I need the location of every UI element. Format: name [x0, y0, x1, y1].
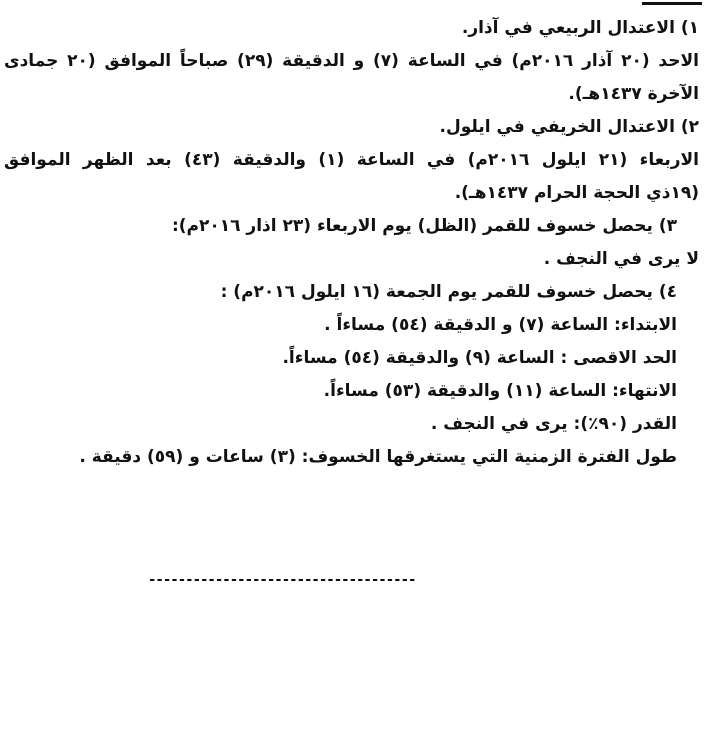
eclipse-end-time: الانتهاء: الساعة (١١) والدقيقة (٥٣) مساءاً.: [323, 381, 677, 401]
heading-autumn-equinox: ٢) الاعتدال الخريفي في ايلول.: [439, 117, 699, 137]
eclipse-maximum-time: الحد الاقصى : الساعة (٩) والدقيقة (٥٤) مساءاً.: [282, 348, 677, 368]
autumn-equinox-date-line-1: الاربعاء (٢١ ايلول ٢٠١٦م) في الساعة (١) والدقيقة (٤٣) بعد الظهر الموافق: [4, 150, 699, 170]
autumn-equinox-date-line-2: (١٩ذي الحجة الحرام ١٤٣٧هـ).: [454, 183, 699, 203]
spring-equinox-date-line-2: الآخرة ١٤٣٧هـ).: [568, 84, 699, 104]
heading-lunar-eclipse: ٤) يحصل خسوف للقمر يوم الجمعة (١٦ ايلول ٢٠١٦م) :: [220, 282, 677, 302]
spring-equinox-date-line-1: الاحد (٢٠ آذار ٢٠١٦م) في الساعة (٧) و الدقيقة (٢٩) صباحاً الموافق (٢٠ جمادى: [4, 51, 699, 71]
heading-spring-equinox: ١) الاعتدال الربيعي في آذار.: [461, 18, 699, 38]
eclipse-start-time: الابتداء: الساعة (٧) و الدقيقة (٥٤) مساءاً .: [324, 315, 677, 335]
eclipse-duration: طول الفترة الزمنية التي يستغرقها الخسوف: (٣) ساعات و (٥٩) دقيقة .: [79, 447, 677, 467]
heading-penumbral-eclipse: ٣) يحصل خسوف للقمر (الظل) يوم الاربعاء (٢٣ اذار ٢٠١٦م):: [171, 216, 677, 236]
penumbral-eclipse-visibility: لا يرى في النجف .: [543, 249, 699, 269]
separator-line: ------------------------------------: [148, 572, 416, 588]
eclipse-magnitude: القدر (٩٠٪): يرى في النجف .: [430, 414, 677, 434]
top-rule: [642, 2, 702, 5]
document-text: [4, 12, 699, 474]
